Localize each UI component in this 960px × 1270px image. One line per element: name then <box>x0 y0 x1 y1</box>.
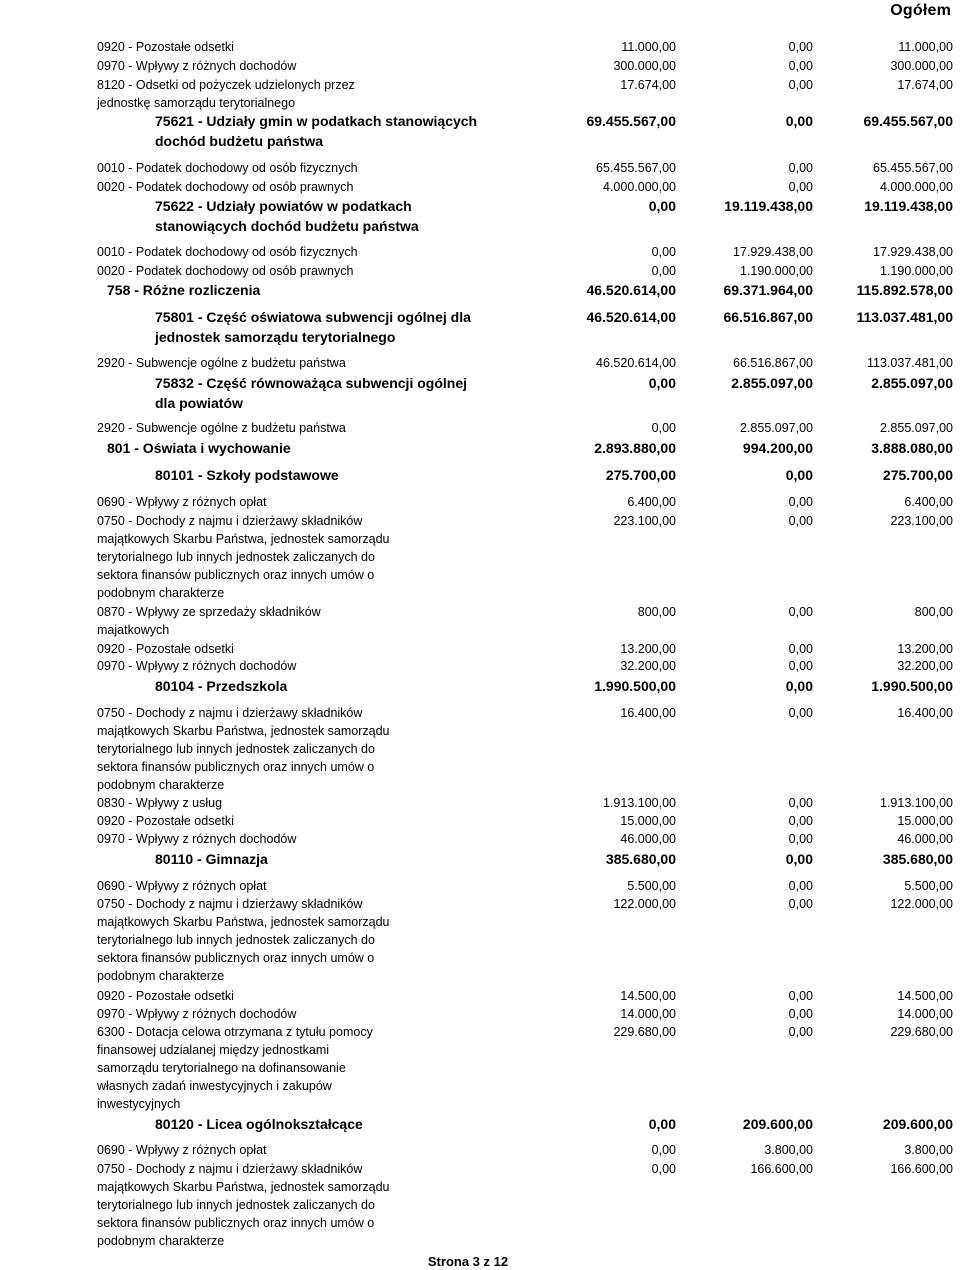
row-label: 0920 - Pozostałe odsetki <box>97 989 234 1003</box>
value-col-2: 0,00 <box>785 678 813 694</box>
row-label: 75621 - Udziały gmin w podatkach stanowiących dochód budżetu państwa <box>155 113 478 149</box>
row-label: 75622 - Udziały powiatów w podatkach stanowiących dochód budżetu państwa <box>155 198 419 234</box>
value-col-2: 0,00 <box>788 642 813 656</box>
row-label: 0970 - Wpływy z różnych dochodów <box>97 659 297 673</box>
value-col-2: 0,00 <box>788 814 813 828</box>
value-col-2: 2.855.097,00 <box>731 375 813 391</box>
value-total: 14.000,00 <box>897 1007 953 1021</box>
value-col-1: 300.000,00 <box>613 59 676 73</box>
value-total: 15.000,00 <box>897 814 953 828</box>
value-col-2: 0,00 <box>788 989 813 1003</box>
value-col-1: 46.520.614,00 <box>596 356 676 370</box>
row-label: 0970 - Wpływy z różnych dochodów <box>97 59 297 73</box>
row-label: 801 - Oświata i wychowanie <box>107 440 291 456</box>
value-col-1: 385.680,00 <box>605 851 676 867</box>
value-col-2: 66.516.867,00 <box>733 356 813 370</box>
row-label: 0970 - Wpływy z różnych dochodów <box>97 832 297 846</box>
row-label: 0750 - Dochody z najmu i dzierżawy składników majątkowych Skarbu Państwa, jednostek samorządu terytorialnego lub innych jednostek zaliczanych do sektora finansów publicznych oraz innych umów o podobnym charakterze <box>97 1162 390 1249</box>
value-col-1: 0,00 <box>651 421 676 435</box>
row-label: 8120 - Odsetki od pożyczek udzielonych przez jednostkę samorządu terytorialnego <box>97 78 355 111</box>
value-col-2: 0,00 <box>788 78 813 92</box>
value-col-2: 0,00 <box>788 832 813 846</box>
value-col-1: 1.990.500,00 <box>594 678 676 694</box>
row-label: 0750 - Dochody z najmu i dzierżawy składników majątkowych Skarbu Państwa, jednostek samorządu terytorialnego lub innych jednostek zaliczanych do sektora finansów publicznych oraz innych umów o podobnym charakterze <box>97 706 390 793</box>
value-col-2: 19.119.438,00 <box>724 198 813 214</box>
value-col-2: 0,00 <box>788 1025 813 1039</box>
row-label: 0920 - Pozostałe odsetki <box>97 642 234 656</box>
row-label: 0010 - Podatek dochodowy od osób fizycznych <box>97 245 358 259</box>
value-total: 17.929.438,00 <box>873 245 953 259</box>
value-col-1: 15.000,00 <box>620 814 676 828</box>
row-label: 0920 - Pozostałe odsetki <box>97 814 234 828</box>
value-total: 14.500,00 <box>897 989 953 1003</box>
value-col-1: 69.455.567,00 <box>586 113 676 129</box>
value-total: 3.888.080,00 <box>871 440 953 456</box>
value-total: 300.000,00 <box>890 59 953 73</box>
value-col-2: 1.190.000,00 <box>740 264 813 278</box>
value-total: 275.700,00 <box>882 467 953 483</box>
value-col-2: 66.516.867,00 <box>723 309 813 325</box>
value-col-2: 17.929.438,00 <box>733 245 813 259</box>
row-label: 75832 - Część równoważąca subwencji ogólnej dla powiatów <box>155 375 467 411</box>
value-total: 1.990.500,00 <box>871 678 953 694</box>
value-total: 113.037.481,00 <box>856 309 953 325</box>
page-number: Strona 3 z 12 <box>427 1254 509 1269</box>
value-total: 69.455.567,00 <box>863 113 953 129</box>
value-col-1: 11.000,00 <box>621 40 676 54</box>
value-total: 800,00 <box>914 605 953 619</box>
value-total: 46.000,00 <box>897 832 953 846</box>
value-col-1: 800,00 <box>637 605 676 619</box>
value-col-2: 0,00 <box>785 851 813 867</box>
value-col-1: 223.100,00 <box>613 514 676 528</box>
value-total: 3.800,00 <box>904 1143 953 1157</box>
value-col-1: 32.200,00 <box>620 659 676 673</box>
value-col-2: 0,00 <box>788 514 813 528</box>
value-total: 13.200,00 <box>897 642 953 656</box>
value-col-1: 46.520.614,00 <box>586 309 676 325</box>
value-total: 166.600,00 <box>890 1162 953 1176</box>
value-total: 19.119.438,00 <box>864 198 953 214</box>
value-col-2: 0,00 <box>788 1007 813 1021</box>
row-label: 0750 - Dochody z najmu i dzierżawy składników majątkowych Skarbu Państwa, jednostek samorządu terytorialnego lub innych jednostek zaliczanych do sektora finansów publicznych oraz innych umów o podobnym charakterze <box>97 514 390 601</box>
row-label: 0690 - Wpływy z różnych opłat <box>97 879 267 893</box>
row-label: 0020 - Podatek dochodowy od osób prawnych <box>97 180 354 194</box>
value-total: 1.913.100,00 <box>880 796 953 810</box>
row-label: 80101 - Szkoły podstawowe <box>155 467 339 483</box>
value-total: 209.600,00 <box>882 1116 953 1132</box>
value-col-1: 5.500,00 <box>627 879 676 893</box>
value-col-1: 4.000.000,00 <box>603 180 676 194</box>
value-col-2: 0,00 <box>788 659 813 673</box>
value-col-1: 275.700,00 <box>605 467 676 483</box>
value-col-2: 994.200,00 <box>742 440 813 456</box>
row-label: 0690 - Wpływy z różnych opłat <box>97 495 267 509</box>
value-col-1: 0,00 <box>648 1116 676 1132</box>
value-col-1: 16.400,00 <box>620 706 676 720</box>
value-col-1: 46.000,00 <box>620 832 676 846</box>
value-col-2: 3.800,00 <box>764 1143 813 1157</box>
value-col-1: 17.674,00 <box>620 78 676 92</box>
row-label: 80110 - Gimnazja <box>155 851 268 867</box>
value-total: 229.680,00 <box>890 1025 953 1039</box>
value-total: 2.855.097,00 <box>871 375 953 391</box>
value-col-2: 0,00 <box>788 59 813 73</box>
row-label: 0970 - Wpływy z różnych dochodów <box>97 1007 297 1021</box>
value-col-1: 2.893.880,00 <box>594 440 676 456</box>
row-label: 6300 - Dotacja celowa otrzymana z tytułu pomocy finansowej udzialanej między jednostkami samorządu terytorialnego na dofinansowanie własnych zadań inwestycyjnych i zakupów inwestycyjnych <box>97 1025 373 1112</box>
row-label: 0750 - Dochody z najmu i dzierżawy składników majątkowych Skarbu Państwa, jednostek samorządu terytorialnego lub innych jednostek zaliczanych do sektora finansów publicznych oraz innych umów o podobnym charakterze <box>97 897 390 984</box>
value-col-2: 0,00 <box>788 706 813 720</box>
value-col-2: 0,00 <box>788 495 813 509</box>
value-total: 2.855.097,00 <box>880 421 953 435</box>
value-col-1: 1.913.100,00 <box>603 796 676 810</box>
row-label: 2920 - Subwencje ogólne z budżetu państwa <box>97 356 346 370</box>
value-total: 1.190.000,00 <box>880 264 953 278</box>
value-col-2: 0,00 <box>788 161 813 175</box>
value-total: 65.455.567,00 <box>873 161 953 175</box>
value-col-1: 122.000,00 <box>613 897 676 911</box>
value-col-1: 0,00 <box>648 198 676 214</box>
value-col-2: 0,00 <box>785 467 813 483</box>
row-label: 0870 - Wpływy ze sprzedaży składników majatkowych <box>97 605 321 638</box>
value-total: 6.400,00 <box>904 495 953 509</box>
column-header-total: Ogółem <box>890 2 951 19</box>
row-label: 0920 - Pozostałe odsetki <box>97 40 234 54</box>
row-label: 0830 - Wpływy z usług <box>97 796 223 810</box>
value-col-1: 229.680,00 <box>613 1025 676 1039</box>
value-col-2: 0,00 <box>788 897 813 911</box>
row-label: 80120 - Licea ogólnokształcące <box>155 1116 363 1132</box>
value-total: 113.037.481,00 <box>867 356 953 370</box>
value-col-2: 0,00 <box>788 180 813 194</box>
value-col-2: 69.371.964,00 <box>723 282 813 298</box>
value-col-2: 166.600,00 <box>750 1162 813 1176</box>
row-label: 75801 - Część oświatowa subwencji ogólnej dla jednostek samorządu terytorialnego <box>155 309 471 345</box>
value-col-2: 0,00 <box>788 605 813 619</box>
value-col-1: 0,00 <box>651 1162 676 1176</box>
value-col-2: 0,00 <box>785 113 813 129</box>
value-total: 17.674,00 <box>897 78 953 92</box>
row-label: 758 - Różne rozliczenia <box>107 282 261 298</box>
value-col-2: 0,00 <box>788 879 813 893</box>
value-total: 5.500,00 <box>904 879 953 893</box>
value-total: 115.892.578,00 <box>856 282 953 298</box>
row-label: 2920 - Subwencje ogólne z budżetu państwa <box>97 421 346 435</box>
value-total: 122.000,00 <box>890 897 953 911</box>
row-label: 0020 - Podatek dochodowy od osób prawnych <box>97 264 354 278</box>
value-total: 385.680,00 <box>882 851 953 867</box>
value-col-1: 0,00 <box>651 245 676 259</box>
value-col-1: 65.455.567,00 <box>596 161 676 175</box>
value-total: 223.100,00 <box>890 514 953 528</box>
row-label: 80104 - Przedszkola <box>155 678 288 694</box>
value-col-1: 0,00 <box>648 375 676 391</box>
value-col-1: 14.000,00 <box>620 1007 676 1021</box>
value-col-1: 13.200,00 <box>620 642 676 656</box>
row-label: 0010 - Podatek dochodowy od osób fizycznych <box>97 161 358 175</box>
value-col-2: 209.600,00 <box>742 1116 813 1132</box>
value-total: 16.400,00 <box>897 706 953 720</box>
value-col-1: 46.520.614,00 <box>586 282 676 298</box>
value-col-2: 0,00 <box>788 40 813 54</box>
value-col-1: 14.500,00 <box>620 989 676 1003</box>
value-total: 32.200,00 <box>897 659 953 673</box>
value-total: 11.000,00 <box>898 40 953 54</box>
value-total: 4.000.000,00 <box>880 180 953 194</box>
row-label: 0690 - Wpływy z różnych opłat <box>97 1143 267 1157</box>
value-col-2: 2.855.097,00 <box>740 421 813 435</box>
value-col-1: 0,00 <box>651 1143 676 1157</box>
value-col-2: 0,00 <box>788 796 813 810</box>
value-col-1: 0,00 <box>651 264 676 278</box>
value-col-1: 6.400,00 <box>627 495 676 509</box>
